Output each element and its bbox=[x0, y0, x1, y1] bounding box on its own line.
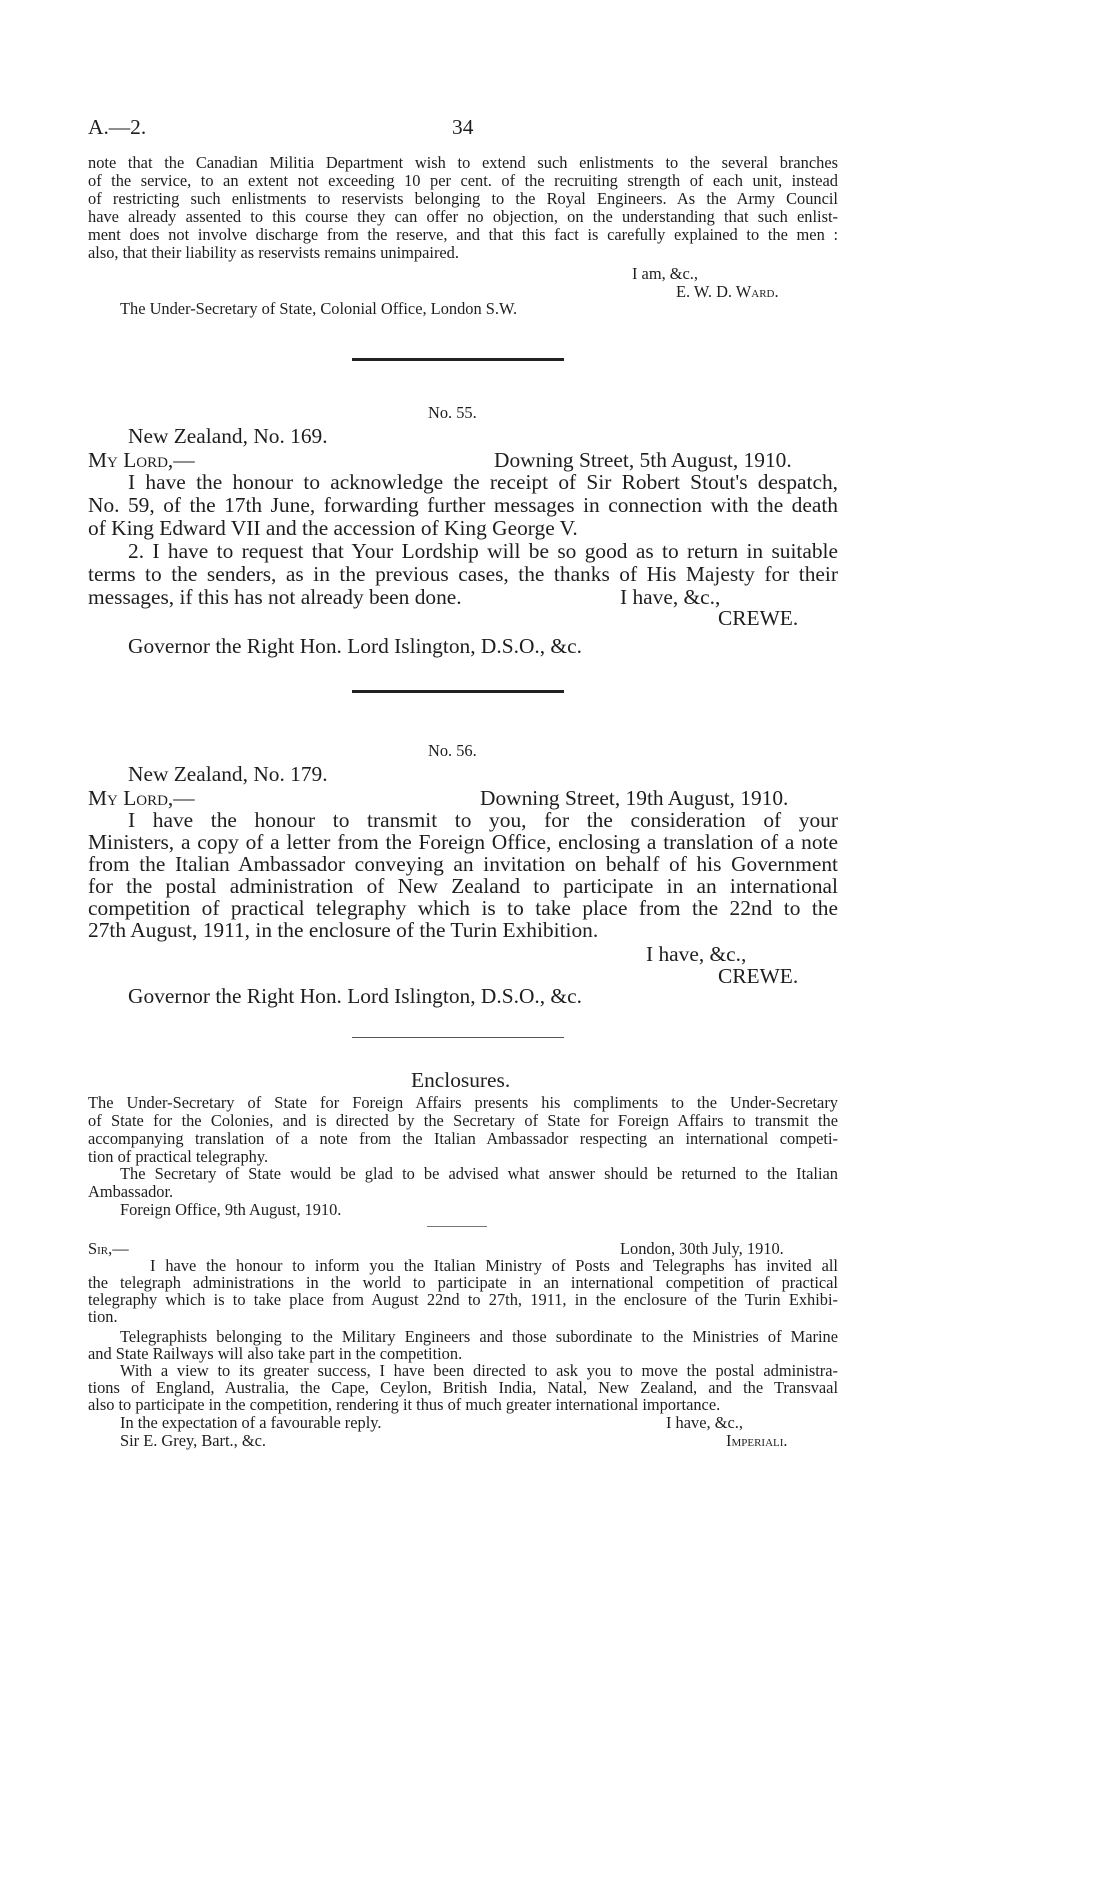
enclosures-heading: Enclosures. bbox=[411, 1068, 511, 1092]
text-line: tion of practical telegraphy. bbox=[88, 1147, 269, 1166]
addressee: The Under-Secretary of State, Colonial Office, London S.W. bbox=[120, 299, 518, 318]
letter-reference: New Zealand, No. 169. bbox=[128, 424, 328, 448]
text-line: 27th August, 1911, in the enclosure of the Turin Exhibition. bbox=[88, 918, 599, 942]
text-line: note that the Canadian Militia Department wish to extend such enlistments to the several branches bbox=[88, 153, 838, 172]
text-line: Ministers, a copy of a letter from the Foreign Office, enclosing a translation of a note bbox=[88, 830, 838, 854]
text-line: from the Italian Ambassador conveying an invitation on behalf of his Government bbox=[88, 852, 838, 876]
letter-reference: New Zealand, No. 179. bbox=[128, 762, 328, 786]
signature: E. W. D. Ward. bbox=[676, 282, 779, 301]
text-line: and State Railways will also take part in the competition. bbox=[88, 1344, 463, 1363]
text-line: also, that their liability as reservists remains unimpaired. bbox=[88, 243, 459, 262]
letter-number: No. 55. bbox=[428, 403, 477, 422]
text-line: No. 59, of the 17th June, forwarding further messages in connection with the death bbox=[88, 493, 838, 517]
text-line: the telegraph administrations in the world to participate in an international competition of practical bbox=[88, 1273, 838, 1292]
text-line: have already assented to this course they can offer no objection, on the understanding that such enlist- bbox=[88, 207, 838, 226]
text-line: The Secretary of State would be glad to be advised what answer should be returned to the Italian bbox=[120, 1164, 838, 1183]
addressee: Governor the Right Hon. Lord Islington, D.S.O., &c. bbox=[128, 634, 582, 658]
place-date: Downing Street, 5th August, 1910. bbox=[494, 448, 792, 472]
short-divider bbox=[427, 1226, 487, 1227]
dateline: Foreign Office, 9th August, 1910. bbox=[120, 1200, 342, 1219]
text-line: tions of England, Australia, the Cape, Ceylon, British India, Natal, New Zealand, and the Transvaal bbox=[88, 1378, 838, 1397]
text-line: I have the honour to transmit to you, for the consideration of your bbox=[128, 808, 838, 832]
text-line: 2. I have to request that Your Lordship will be so good as to return in suitable bbox=[128, 539, 838, 563]
letter-number: No. 56. bbox=[428, 741, 477, 760]
salutation: My Lord,— bbox=[88, 448, 195, 472]
text-line: Telegraphists belonging to the Military Engineers and those subordinate to the Ministries of Marine bbox=[120, 1327, 838, 1346]
addressee: Sir E. Grey, Bart., &c. bbox=[120, 1431, 266, 1450]
text-line: I have the honour to acknowledge the receipt of Sir Robert Stout's despatch, bbox=[128, 470, 838, 494]
text-line: The Under-Secretary of State for Foreign Affairs presents his compliments to the Under-Secretary bbox=[88, 1093, 838, 1112]
text-line: terms to the senders, as in the previous cases, the thanks of His Majesty for their bbox=[88, 562, 838, 586]
signature: CREWE. bbox=[718, 964, 799, 988]
place-date: London, 30th July, 1910. bbox=[620, 1239, 784, 1258]
closing: I have, &c., bbox=[620, 585, 721, 609]
closing: I am, &c., bbox=[632, 264, 698, 283]
section-divider bbox=[352, 690, 564, 693]
addressee: Governor the Right Hon. Lord Islington, D.S.O., &c. bbox=[128, 984, 582, 1008]
text-line: of King Edward VII and the accession of King George V. bbox=[88, 516, 578, 540]
text-line: of the service, to an extent not exceeding 10 per cent. of the recruiting strength of each unit, instead bbox=[88, 171, 838, 190]
salutation: My Lord,— bbox=[88, 786, 195, 810]
signature: Imperiali. bbox=[726, 1431, 788, 1450]
closing: I have, &c., bbox=[666, 1413, 743, 1432]
text-line: accompanying translation of a note from the Italian Ambassador respecting an international competi- bbox=[88, 1129, 838, 1148]
text-line: With a view to its greater success, I have been directed to ask you to move the postal administra- bbox=[120, 1361, 838, 1380]
text-line: of State for the Colonies, and is directed by the Secretary of State for Foreign Affairs to transmit the bbox=[88, 1111, 838, 1130]
text-line: of restricting such enlistments to reservists belonging to the Royal Engineers. As the Army Council bbox=[88, 189, 838, 208]
text-line: messages, if this has not already been done. bbox=[88, 585, 462, 609]
section-divider bbox=[352, 358, 564, 361]
page-number: 34 bbox=[452, 115, 474, 139]
text-line: tion. bbox=[88, 1307, 118, 1326]
text-line: Ambassador. bbox=[88, 1182, 174, 1201]
signature: CREWE. bbox=[718, 606, 799, 630]
text-line: In the expectation of a favourable reply. bbox=[120, 1413, 382, 1432]
text-line: ment does not involve discharge from the reserve, and that this fact is carefully explained to the men : bbox=[88, 225, 838, 244]
text-line: for the postal administration of New Zealand to participate in an international bbox=[88, 874, 838, 898]
text-line: I have the honour to inform you the Italian Ministry of Posts and Telegraphs has invited all bbox=[150, 1256, 838, 1275]
text-line: telegraphy which is to take place from August 22nd to 27th, 1911, in the enclosure of the Turin Exhibi- bbox=[88, 1290, 838, 1309]
text-line: competition of practical telegraphy which is to take place from the 22nd to the bbox=[88, 896, 838, 920]
place-date: Downing Street, 19th August, 1910. bbox=[480, 786, 789, 810]
section-divider bbox=[352, 1037, 564, 1038]
closing: I have, &c., bbox=[646, 942, 747, 966]
salutation: Sir,— bbox=[88, 1239, 129, 1258]
document-reference: A.—2. bbox=[88, 115, 147, 139]
text-line: also to participate in the competition, rendering it thus of much greater international importance. bbox=[88, 1395, 721, 1414]
